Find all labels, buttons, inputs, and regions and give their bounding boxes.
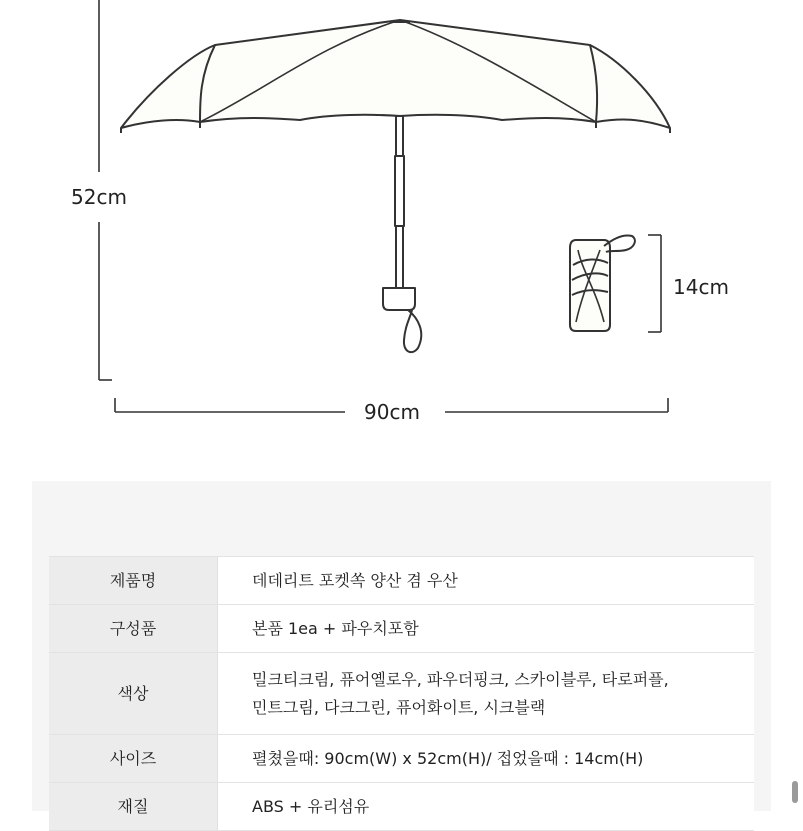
spec-value-material: ABS + 유리섬유 (218, 783, 755, 831)
height-label: 52cm (67, 185, 131, 209)
spec-key-size: 사이즈 (49, 735, 218, 783)
folded-umbrella (570, 235, 635, 331)
spec-key-product-name: 제품명 (49, 557, 218, 605)
folded-height-label: 14cm (669, 275, 733, 299)
colors-line-2: 민트그림, 다크그린, 퓨어화이트, 시크블랙 (252, 697, 546, 717)
table-row (49, 605, 754, 653)
spec-value-product-name: 데데리트 포켓쏙 양산 겸 우산 (218, 557, 755, 605)
colors-line-1: 밀크티크림, 퓨어옐로우, 파우더핑크, 스카이블루, 타로퍼플, (252, 669, 669, 689)
spec-key-colors: 색상 (49, 653, 218, 735)
table-row (49, 653, 754, 735)
spec-key-components: 구성품 (49, 605, 218, 653)
folded-dimension-line (648, 235, 661, 332)
table-row (49, 557, 754, 605)
spec-table (49, 556, 754, 831)
width-label: 90cm (360, 400, 424, 424)
spec-value-components: 본품 1ea + 파우치포함 (218, 605, 755, 653)
spec-value-colors (218, 653, 755, 735)
spec-value-size: 펼쳤을때: 90cm(W) x 52cm(H)/ 접었을때 : 14cm(H) (218, 735, 755, 783)
table-row (49, 783, 754, 831)
spec-key-material: 재질 (49, 783, 218, 831)
scrollbar-thumb[interactable] (792, 781, 798, 803)
table-row (49, 735, 754, 783)
